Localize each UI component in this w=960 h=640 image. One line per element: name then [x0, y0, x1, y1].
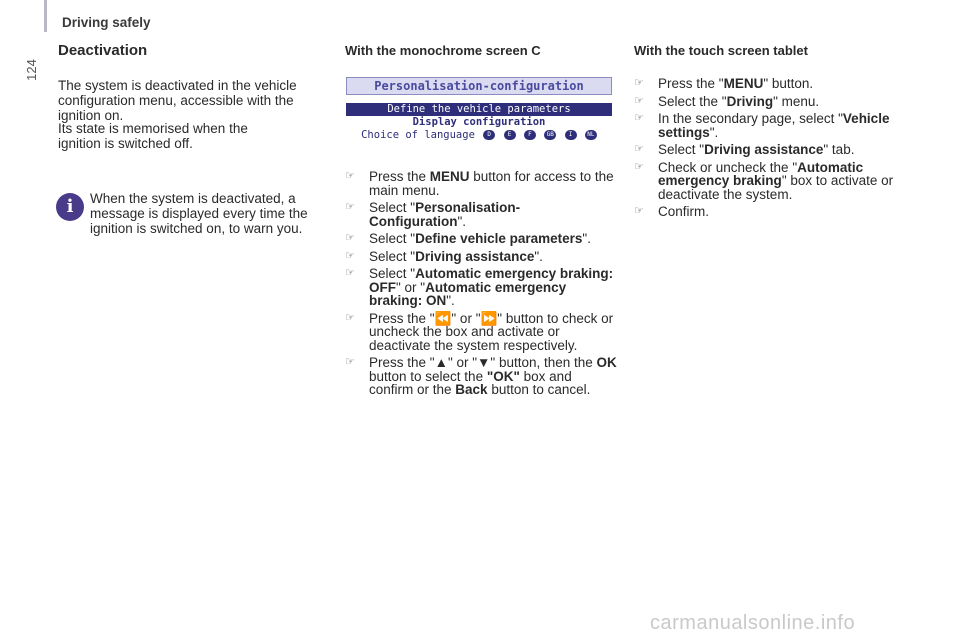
language-chip: I — [565, 130, 577, 140]
language-chip: GB — [544, 130, 556, 140]
pointing-hand-icon: ☞ — [634, 205, 644, 217]
pointing-hand-icon: ☞ — [345, 356, 355, 368]
pointing-hand-icon: ☞ — [634, 94, 644, 107]
screen-row-language — [346, 129, 612, 142]
step-item: ☞ Press the "MENU" button. — [634, 76, 814, 91]
step-item: ☞ Select "Driving assistance" tab. — [634, 142, 855, 157]
watermark: carmanualsonline.info — [650, 612, 856, 634]
step-item: ☞ Select "Driving assistance". — [345, 248, 543, 264]
step-item: ☞ Select "Automatic emergency braking: OFF" or "Automatic emergency braking: ON". — [345, 266, 614, 308]
step-item: ☞ In the secondary page, select "Vehicle settings". — [634, 111, 890, 140]
step-item: ☞ Select "Personalisation-Configuration". — [345, 200, 521, 229]
deactivation-paragraph-2: Its state is memorised when the ignition is switched off. — [58, 121, 248, 151]
pointing-hand-icon: ☞ — [345, 201, 355, 213]
pointing-hand-icon: ☞ — [345, 249, 355, 262]
touch-screen-steps-list — [634, 77, 904, 223]
screen-row-display-config: Display configuration — [412, 116, 546, 128]
step-item: ☞ Confirm. — [634, 204, 710, 219]
language-chip: NL — [585, 130, 597, 140]
monochrome-steps-list — [345, 170, 617, 401]
step-item: ☞ Press the MENU button for access to the main menu. — [345, 169, 614, 198]
pointing-hand-icon: ☞ — [634, 112, 644, 124]
pointing-hand-icon: ☞ — [634, 77, 644, 89]
monochrome-screen-display — [346, 77, 612, 147]
pointing-hand-icon: ☞ — [345, 267, 355, 279]
language-chip: E — [504, 130, 516, 140]
touch-screen-heading: With the touch screen tablet — [634, 43, 808, 58]
pointing-hand-icon: ☞ — [345, 311, 355, 324]
pointing-hand-icon: ☞ — [345, 232, 355, 244]
sidebar-accent-line — [44, 0, 47, 32]
language-chip: D — [483, 130, 495, 140]
step-item: ☞ Check or uncheck the "Automatic emergency braking" box to activate or deactivate the system. — [634, 159, 894, 202]
step-item: ☞ Select "Define vehicle parameters". — [345, 231, 591, 246]
pointing-hand-icon: ☞ — [634, 160, 644, 173]
step-item: ☞ Select the "Driving" menu. — [634, 93, 820, 109]
deactivation-heading: Deactivation — [58, 42, 148, 59]
info-icon: i — [56, 193, 84, 221]
step-item: ☞ Press the "▲" or "▼" button, then the OK button to select the "OK" box and confirm or the Back button to cancel. — [345, 355, 617, 397]
section-header: Driving safely — [62, 15, 151, 30]
monochrome-screen-heading: With the monochrome screen C — [345, 43, 541, 58]
screen-row-language-label: Choice of language — [361, 129, 475, 141]
info-note: When the system is deactivated, a message is displayed every time the ignition is switched on, to warn you. — [90, 191, 308, 236]
pointing-hand-icon: ☞ — [345, 170, 355, 182]
screen-row-define-vehicle: Define the vehicle parameters — [346, 103, 612, 116]
step-item: ☞ Press the "⏪" or "⏩" button to check or uncheck the box and activate or deactivate the system respectively. — [345, 310, 614, 353]
language-chip: F — [524, 130, 536, 140]
deactivation-paragraph-1: The system is deactivated in the vehicle configuration menu, accessible with the ignition on. — [58, 78, 297, 123]
page-number: 124 — [24, 59, 39, 81]
pointing-hand-icon: ☞ — [634, 143, 644, 155]
screen-title: Personalisation-configuration — [346, 77, 612, 95]
